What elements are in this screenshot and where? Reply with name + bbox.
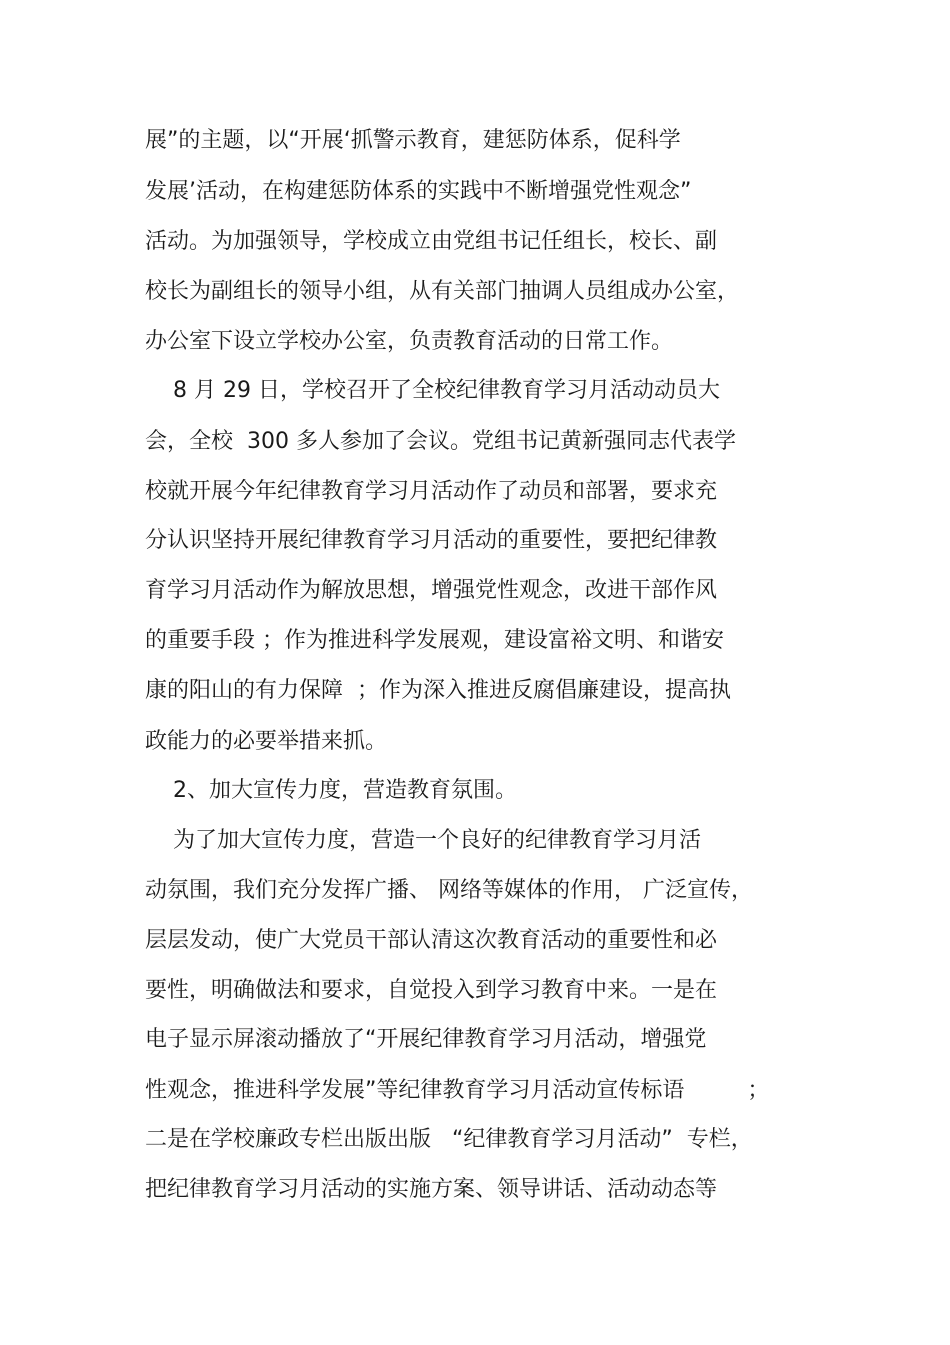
text-line: 把纪律教育学习月活动的实施方案、领导讲话、活动动态等 <box>145 1177 718 1202</box>
text-line: 动氛围，我们充分发挥广播、 网络等媒体的作用， 广泛宣传， <box>145 878 753 903</box>
text-line: 要性，明确做法和要求，自觉投入到学习教育中来。一是在 <box>145 978 718 1003</box>
text-line: 电子显示屏滚动播放了“开展纪律教育学习月活动，增强党 <box>145 1027 707 1052</box>
text-line: 办公室下设立学校办公室，负责教育活动的日常工作。 <box>145 329 674 354</box>
text-line: 校就开展今年纪律教育学习月活动作了动员和部署，要求充 <box>145 479 718 504</box>
text-line: 2、加大宣传力度，营造教育氛围。 <box>145 778 517 803</box>
text-line: 发展’活动，在构建惩防体系的实践中不断增强党性观念” <box>145 179 692 204</box>
text-line: 8 月 29 日，学校召开了全校纪律教育学习月活动动员大 <box>145 378 720 403</box>
text-line: 康的阳山的有力保障 ；作为深入推进反腐倡廉建设，提高执 <box>145 678 731 703</box>
text-line: 二是在学校廉政专栏出版出版 “纪律教育学习月活动” 专栏， <box>145 1127 753 1152</box>
text-line: 层层发动，使广大党员干部认清这次教育活动的重要性和必 <box>145 928 718 953</box>
text-line: 政能力的必要举措来抓。 <box>145 729 388 754</box>
text-line: 性观念，推进科学发展”等纪律教育学习月活动宣传标语 ； <box>145 1078 770 1103</box>
text-line: 的重要手段 ；作为推进科学发展观，建设富裕文明、和谐安 <box>145 628 724 653</box>
text-line: 校长为副组长的领导小组，从有关部门抽调人员组成办公室， <box>145 279 740 304</box>
text-line: 育学习月活动作为解放思想，增强党性观念，改进干部作风 <box>145 578 718 603</box>
text-line: 分认识坚持开展纪律教育学习月活动的重要性，要把纪律教 <box>145 528 718 553</box>
text-line: 会，全校 300 多人参加了会议。党组书记黄新强同志代表学 <box>145 429 736 454</box>
text-line: 为了加大宣传力度，营造一个良好的纪律教育学习月活 <box>145 828 701 853</box>
text-line: 展”的主题，以“开展‘抓警示教育，建惩防体系，促科学 <box>145 128 681 153</box>
text-line: 活动。为加强领导，学校成立由党组书记任组长，校长、副 <box>145 229 718 254</box>
